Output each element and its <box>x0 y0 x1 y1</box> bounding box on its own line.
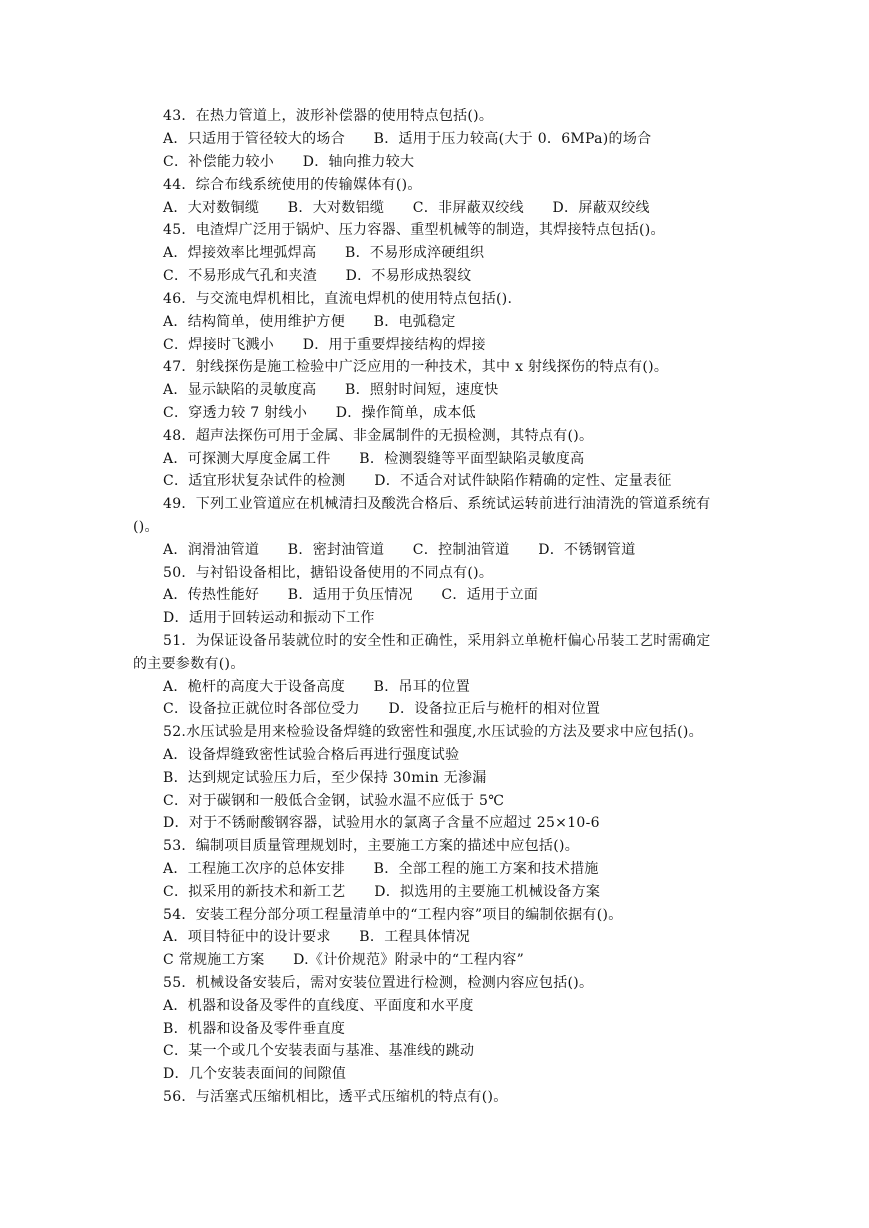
question-52: 52.水压试验是用来检验设备焊缝的致密性和强度,水压试验的方法及要求中应包括()。 <box>163 724 703 740</box>
q48-options-ab: A．可探测大厚度金属工件 B．检测裂缝等平面型缺陷灵敏度高 <box>163 451 585 467</box>
question-49: 49．下列工业管道应在机械清扫及酸洗合格后、系统试运转前进行油清洗的管道系统有 <box>163 496 711 512</box>
q47-options-ab: A．显示缺陷的灵敏度高 B．照射时间短，速度快 <box>163 382 499 398</box>
q55-option-c: C．某一个或几个安装表面与基准、基准线的跳动 <box>163 1043 475 1059</box>
question-51: 51．为保证设备吊装就位时的安全性和正确性，采用斜立单桅杆偏心吊装工艺时需确定 <box>163 633 711 649</box>
question-43: 43．在热力管道上，波形补偿器的使用特点包括()。 <box>163 108 494 124</box>
q52-option-a: A．设备焊缝致密性试验合格后再进行强度试验 <box>163 747 460 763</box>
question-45: 45．电渣焊广泛用于锅炉、压力容器、重型机械等的制造，其焊接特点包括()。 <box>163 222 665 238</box>
q46-options-cd: C．焊接时飞溅小 D．用于重要焊接结构的焊接 <box>163 337 486 353</box>
question-50: 50．与衬铅设备相比，搪铅设备使用的不同点有()。 <box>163 565 494 581</box>
q51-options-ab: A．桅杆的高度大于设备高度 B．吊耳的位置 <box>163 679 470 695</box>
q44-options: A．大对数铜缆 B．大对数铝缆 C．非屏蔽双绞线 D．屏蔽双绞线 <box>163 200 650 216</box>
question-54: 54．安装工程分部分项工程量清单中的“工程内容”项目的编制依据有()。 <box>163 907 623 923</box>
q50-option-d: D．适用于回转运动和振动下工作 <box>163 610 375 626</box>
question-49-continued: ()。 <box>133 519 159 535</box>
q45-options-cd: C．不易形成气孔和夹渣 D．不易形成热裂纹 <box>163 268 472 284</box>
q54-options-cd: C 常规施工方案 D.《计价规范》附录中的“工程内容” <box>163 952 525 968</box>
q53-options-cd: C．拟采用的新技术和新工艺 D．拟选用的主要施工机械设备方案 <box>163 884 601 900</box>
q43-options-ab: A．只适用于管径较大的场合 B．适用于压力较高(大于 0．6MPa)的场合 <box>163 131 652 147</box>
q46-options-ab: A．结构简单，使用维护方便 B．电弧稳定 <box>163 314 456 330</box>
q51-options-cd: C．设备拉正就位时各部位受力 D．设备拉正后与桅杆的相对位置 <box>163 701 601 717</box>
q50-options-abc: A．传热性能好 B．适用于负压情况 C．适用于立面 <box>163 587 539 603</box>
q52-option-c: C．对于碳钢和一般低合金钢，试验水温不应低于 5℃ <box>163 793 505 809</box>
q43-options-cd: C．补偿能力较小 D．轴向推力较大 <box>163 154 415 170</box>
q55-option-d: D．几个安装表面间的间隙值 <box>163 1066 347 1082</box>
question-44: 44．综合布线系统使用的传输媒体有()。 <box>163 177 422 193</box>
q52-option-d: D．对于不锈耐酸钢容器，试验用水的氯离子含量不应超过 25×10-6 <box>163 815 600 831</box>
q47-options-cd: C．穿透力较 7 射线小 D．操作简单，成本低 <box>163 405 476 421</box>
q54-options-ab: A．项目特征中的设计要求 B．工程具体情况 <box>163 929 470 945</box>
q55-option-a: A．机器和设备及零件的直线度、平面度和水平度 <box>163 998 474 1014</box>
q48-options-cd: C．适宜形状复杂试件的检测 D．不适合对试件缺陷作精确的定性、定量表征 <box>163 473 672 489</box>
question-55: 55．机械设备安装后，需对安装位置进行检测，检测内容应包括()。 <box>163 975 594 991</box>
question-46: 46．与交流电焊机相比，直流电焊机的使用特点包括(). <box>163 291 513 307</box>
q49-options: A．润滑油管道 B．密封油管道 C．控制油管道 D．不锈钢管道 <box>163 542 636 558</box>
question-47: 47．射线探伤是施工检验中广泛应用的一种技术，其中 x 射线探伤的特点有()。 <box>163 359 669 375</box>
question-51-continued: 的主要参数有()。 <box>133 656 245 672</box>
q55-option-b: B．机器和设备及零件垂直度 <box>163 1021 346 1037</box>
q53-options-ab: A．工程施工次序的总体安排 B．全部工程的施工方案和技术措施 <box>163 861 599 877</box>
question-53: 53．编制项目质量管理规划时，主要施工方案的描述中应包括()。 <box>163 838 580 854</box>
q45-options-ab: A．焊接效率比埋弧焊高 B．不易形成淬硬组织 <box>163 245 485 261</box>
question-56: 56．与活塞式压缩机相比，透平式压缩机的特点有()。 <box>163 1089 508 1105</box>
q52-option-b: B．达到规定试验压力后，至少保持 30min 无渗漏 <box>163 770 487 786</box>
question-48: 48．超声法探伤可用于金属、非金属制件的无损检测，其特点有()。 <box>163 428 594 444</box>
